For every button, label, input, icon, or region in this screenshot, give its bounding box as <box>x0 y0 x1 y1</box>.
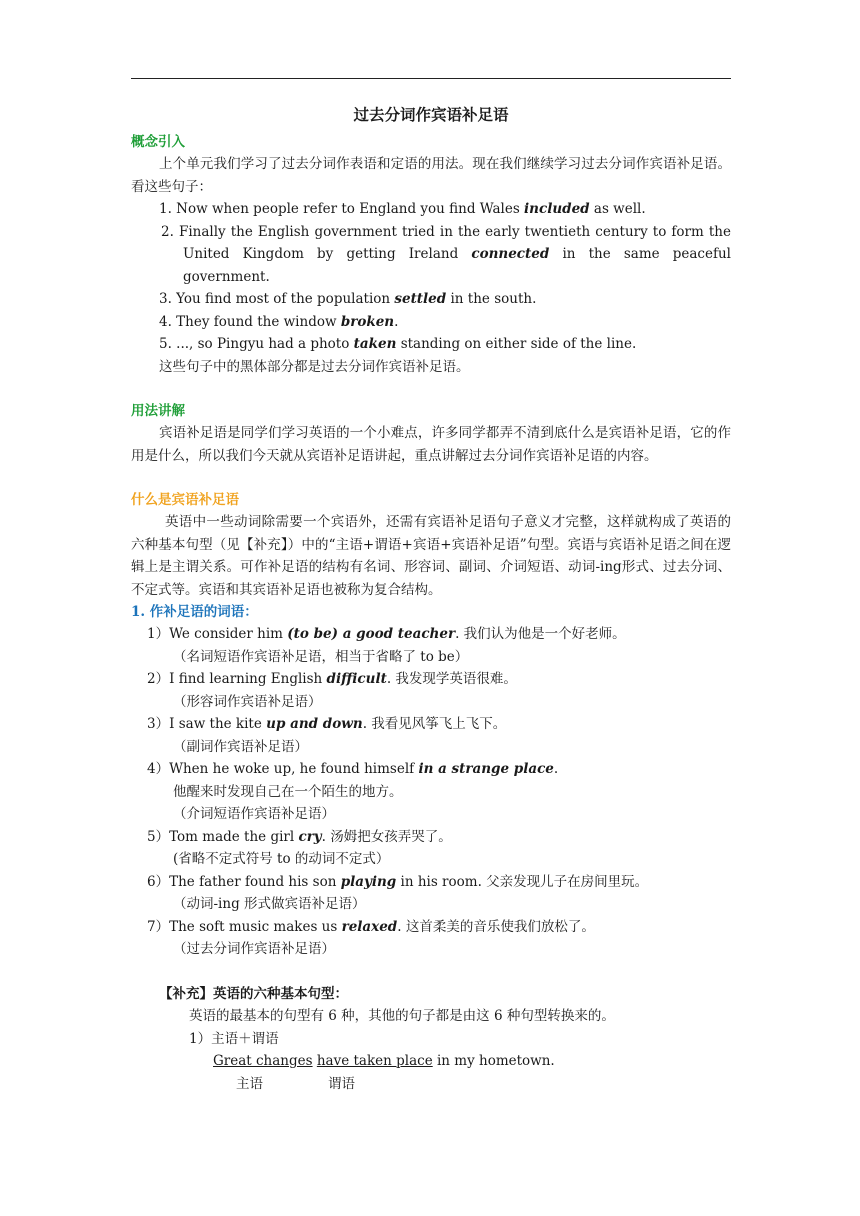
page-title: 过去分词作宾语补足语 <box>353 105 509 124</box>
section-heading-definition: 什么是宾语补足语 <box>131 492 239 508</box>
example-4: 4）When he woke up, he found himself in a strange place. <box>147 761 559 777</box>
example-5: 5）Tom made the girl cry. 汤姆把女孩弄哭了。 <box>147 828 452 845</box>
supplement-pattern-1: 1）主语＋谓语 <box>189 1030 279 1047</box>
header-rule <box>131 78 731 79</box>
supplement-paragraph: 英语的最基本的句型有 6 种，其他的句子都是由这 6 种句型转换来的。 <box>189 1008 615 1024</box>
sentence-3: 3. You find most of the population settled in the south. <box>159 291 537 307</box>
usage-paragraph: 宾语补足语是同学们学习英语的一个小难点，许多同学都弄不清到底什么是宾语补足语，它的作用是什么，所以我们今天就从宾语补足语讲起，重点讲解过去分词作宾语补足语的内容。 <box>131 425 731 464</box>
section-heading-concept: 概念引入 <box>131 134 185 150</box>
definition-paragraph: 英语中一些动词除需要一个宾语外，还需有宾语补足语句子意义才完整，这样就构成了英语的六种基本句型（见【补充】）中的“主语+谓语+宾语+宾语补足语”句型。宾语与宾语补足语之间在逻辑上是主谓关系。可作补足语的结构有名词、形容词、副词、介词短语、动词-ing形式、过去分词、不定式等。宾语和其宾语补足语也被称为复合结构。 <box>131 514 731 598</box>
section-heading-usage: 用法讲解 <box>131 403 185 419</box>
sentence-4: 4. They found the window broken. <box>159 313 399 330</box>
example-6: 6）The father found his son playing in his room. 父亲发现儿子在房间里玩。 <box>147 873 649 890</box>
example-7-note: （过去分词作宾语补足语） <box>173 941 335 957</box>
example-3: 3）I saw the kite up and down. 我看见风筝飞上飞下。 <box>147 716 507 732</box>
example-3-note: （副词作宾语补足语） <box>173 738 308 755</box>
example-4-translation: 他醒来时发现自己在一个陌生的地方。 <box>173 783 403 800</box>
intro-paragraph: 上个单元我们学习了过去分词作表语和定语的用法。现在我们继续学习过去分词作宾语补足语。看这些句子： <box>131 156 731 195</box>
example-1: 1）We consider him (to be) a good teacher. 我们认为他是一个好老师。 <box>147 626 626 642</box>
predicate-label: 谓语 <box>328 1075 355 1092</box>
predicate-underlined: have taken place <box>316 1053 433 1069</box>
example-labels <box>131 1073 731 1096</box>
conclusion-paragraph: 这些句子中的黑体部分都是过去分词作宾语补足语。 <box>159 358 470 375</box>
supplement-example: Great changes have taken place in my hometown. <box>213 1053 555 1069</box>
example-6-note: （动词-ing 形式做宾语补足语） <box>173 896 366 912</box>
example-5-note: (省略不定式符号 to 的动词不定式） <box>173 851 390 867</box>
supplement-heading: 【补充】英语的六种基本句型： <box>159 985 348 1002</box>
sentence-5: 5. ..., so Pingyu had a photo taken standing on either side of the line. <box>159 336 637 352</box>
example-7: 7）The soft music makes us relaxed. 这首柔美的音乐使我们放松了。 <box>147 918 595 935</box>
sentence-2: 2. Finally the English government tried in the early twentieth century to form the United Kingdom by getting Ireland connected in the same peaceful government. <box>161 223 731 285</box>
sentence-1: 1. Now when people refer to England you find Wales included as well. <box>159 201 646 217</box>
example-2: 2）I find learning English difficult. 我发现学英语很难。 <box>147 671 517 687</box>
document-content <box>131 104 731 1095</box>
section-heading-complements: 1. 作补足语的词语： <box>131 604 258 620</box>
subject-label: 主语 <box>236 1075 263 1092</box>
example-2-note: （形容词作宾语补足语） <box>173 693 322 710</box>
example-4-note: （介词短语作宾语补足语） <box>173 806 335 822</box>
example-1-note: （名词短语作宾语补足语，相当于省略了 to be） <box>173 648 469 665</box>
subject-underlined: Great changes <box>213 1053 313 1069</box>
